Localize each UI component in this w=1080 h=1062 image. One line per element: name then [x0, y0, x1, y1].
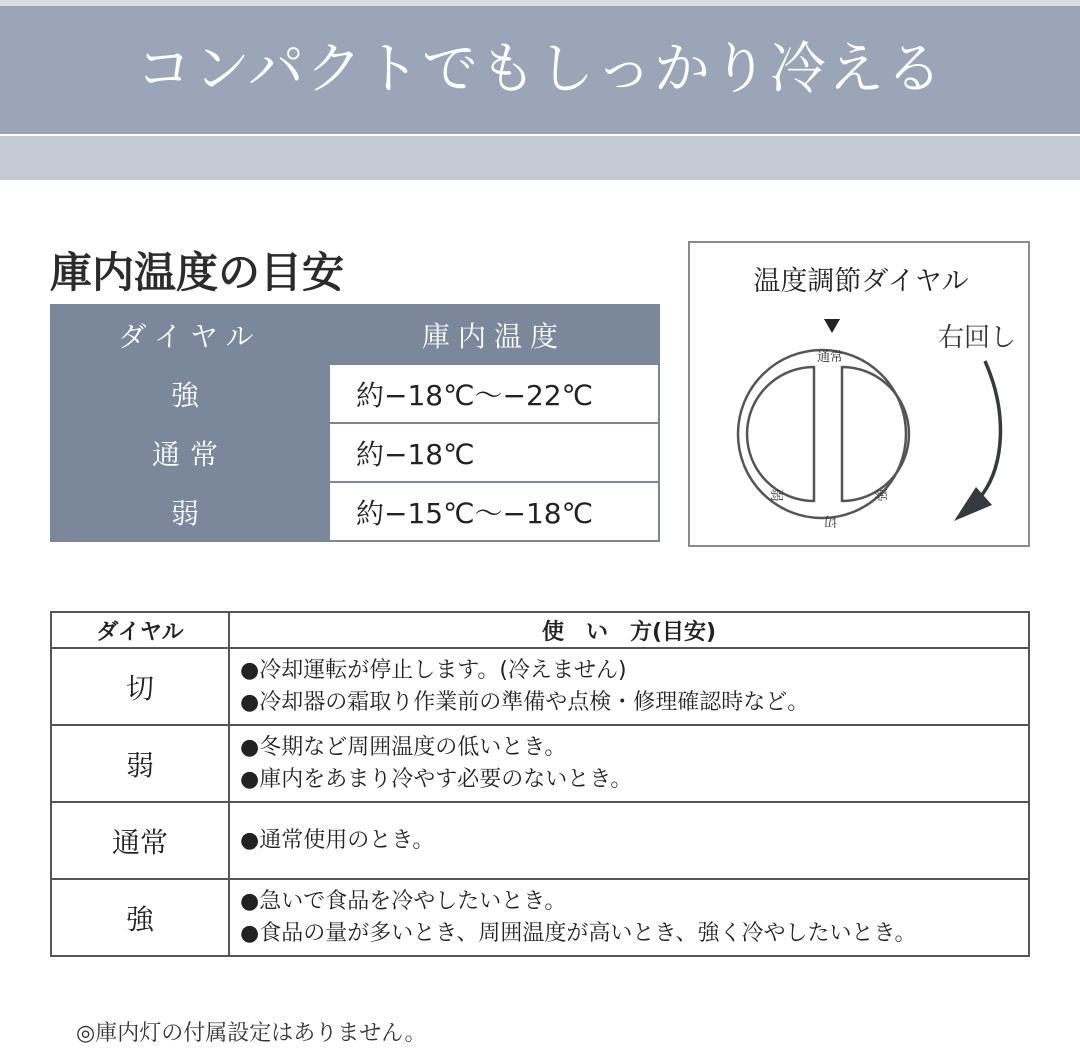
- temperature-row: [51, 482, 659, 541]
- usage-description: [229, 648, 1029, 725]
- temperature-table: [50, 304, 660, 542]
- banner-bottom-strip: [0, 136, 1080, 180]
- dial-label-normal: 通常: [816, 350, 844, 365]
- dial-illustration: [690, 243, 1032, 549]
- dial-setting: 強: [51, 364, 329, 423]
- temperature-row: [51, 364, 659, 423]
- usage-description: [229, 802, 1029, 879]
- header-dial: ダイヤル: [51, 305, 329, 364]
- usage-line: ●冷却器の霜取り作業前の準備や点検・修理確認時など。: [240, 689, 810, 715]
- rotate-direction-label: 右回し: [938, 323, 1017, 353]
- rotation-arrowhead-icon: [954, 487, 992, 521]
- usage-header-usage: 使 い 方(目安): [229, 612, 1029, 648]
- dial-knob-right: [842, 367, 909, 501]
- usage-dial-setting: 切: [51, 648, 229, 725]
- rotation-arrow-icon: [982, 361, 1000, 495]
- usage-line: ●急いで食品を冷やしたいとき。: [240, 888, 567, 914]
- footnote: ◎庫内灯の付属設定はありません。: [76, 1021, 427, 1046]
- usage-table: [50, 611, 1030, 957]
- usage-line: ●冬期など周囲温度の低いとき。: [240, 734, 567, 760]
- temperature-value: 約−15℃〜−18℃: [329, 482, 659, 541]
- usage-line: ●庫内をあまり冷やす必要のないとき。: [240, 766, 633, 792]
- temperature-table-header: [51, 305, 659, 364]
- temperature-row: [51, 423, 659, 482]
- dial-label-strong: 強: [875, 488, 890, 502]
- usage-row: [51, 725, 1029, 802]
- pointer-triangle-icon: [824, 319, 840, 333]
- usage-description: [229, 879, 1029, 956]
- dial-setting: 通常: [51, 423, 329, 482]
- section-title: 庫内温度の目安: [50, 248, 345, 297]
- banner: [0, 6, 1080, 134]
- temperature-value: 約−18℃: [329, 423, 659, 482]
- usage-description: [229, 725, 1029, 802]
- dial-label-weak: 弱: [768, 488, 783, 502]
- dial-setting: 弱: [51, 482, 329, 541]
- dial-diagram: [688, 241, 1030, 547]
- dial-diagram-title: 温度調節ダイヤル: [753, 266, 969, 297]
- header-temperature: 庫内温度: [329, 305, 659, 364]
- usage-header-dial: ダイヤル: [51, 612, 229, 648]
- usage-line: ●冷却運転が停止します。(冷えません): [240, 657, 627, 683]
- usage-dial-setting: 通常: [51, 802, 229, 879]
- usage-dial-setting: 弱: [51, 725, 229, 802]
- usage-row: [51, 802, 1029, 879]
- temperature-value: 約−18℃〜−22℃: [329, 364, 659, 423]
- usage-dial-setting: 強: [51, 879, 229, 956]
- usage-line: ●通常使用のとき。: [240, 827, 435, 853]
- usage-row: [51, 879, 1029, 956]
- banner-title: コンパクトでもしっかり冷える: [135, 37, 945, 102]
- usage-row: [51, 648, 1029, 725]
- usage-line: ●食品の量が多いとき、周囲温度が高いとき、強く冷やしたいとき。: [240, 920, 917, 946]
- usage-table-header: [51, 612, 1029, 648]
- dial-label-off: 切: [824, 513, 838, 528]
- dial-knob-left: [747, 367, 814, 501]
